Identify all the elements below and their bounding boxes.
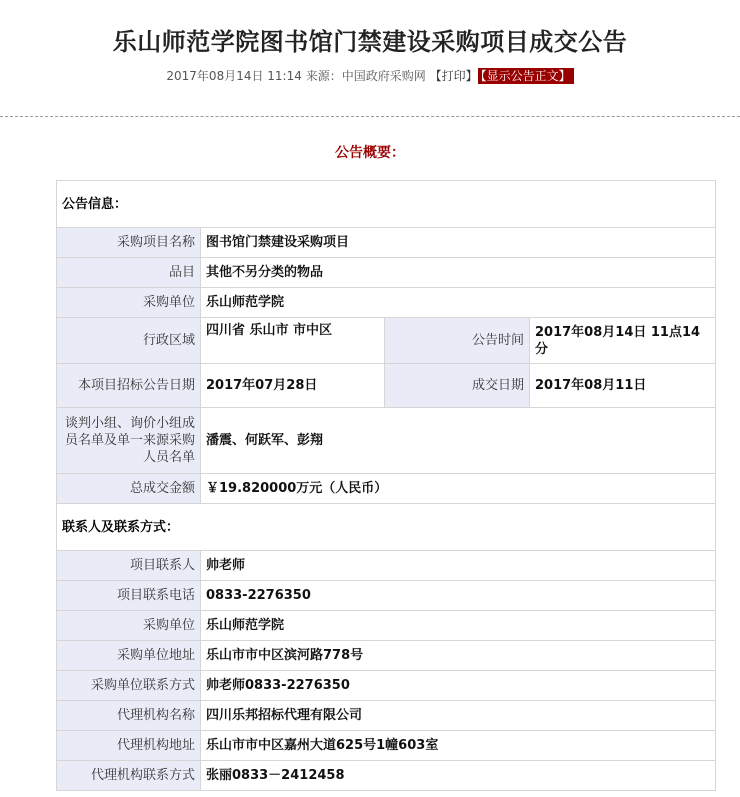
table-row: [57, 318, 716, 364]
contact-phone-value: 0833-2276350: [201, 581, 716, 611]
table-row: [57, 641, 716, 671]
buyer-value: 乐山师范学院: [201, 288, 716, 318]
meta-line: [0, 67, 740, 84]
table-row: [57, 228, 716, 258]
contact-phone-label: 项目联系电话: [57, 581, 201, 611]
page-title: 乐山师范学院图书馆门禁建设采购项目成交公告: [112, 28, 628, 56]
table-row: [57, 761, 716, 791]
contact-value: 帅老师: [201, 551, 716, 581]
deal-date-value: 2017年08月11日: [530, 364, 716, 408]
agency-address-label: 代理机构地址: [57, 731, 201, 761]
table-row: [57, 671, 716, 701]
category-label: 品目: [57, 258, 201, 288]
buyer-address-label: 采购单位地址: [57, 641, 201, 671]
table-row: [57, 258, 716, 288]
contacts-heading-row: [57, 504, 716, 551]
total-value: ￥19.820000万元（人民币）: [201, 474, 716, 504]
table-row: [57, 364, 716, 408]
table-row: [57, 551, 716, 581]
show-body-button[interactable]: 【显示公告正文】: [478, 68, 574, 84]
summary-title: 公告概要：: [335, 145, 405, 161]
contact-buyer-value: 乐山师范学院: [201, 611, 716, 641]
panel-label: 谈判小组、询价小组成员名单及单一来源采购人员名单: [57, 408, 201, 474]
table-row: [57, 474, 716, 504]
contact-buyer-label: 采购单位: [57, 611, 201, 641]
table-row: [57, 408, 716, 474]
bid-date-value: 2017年07月28日: [201, 364, 385, 408]
panel-value: 潘震、何跃军、彭翔: [201, 408, 716, 474]
announce-time-label: 公告时间: [385, 318, 530, 364]
contact-label: 项目联系人: [57, 551, 201, 581]
notice-table: [56, 180, 716, 791]
agency-contact-label: 代理机构联系方式: [57, 761, 201, 791]
table-row: [57, 611, 716, 641]
table-row: [57, 288, 716, 318]
table-row: [57, 701, 716, 731]
total-label: 总成交金额: [57, 474, 201, 504]
agency-contact-value: 张丽0833－2412458: [201, 761, 716, 791]
buyer-label: 采购单位: [57, 288, 201, 318]
buyer-contact-value: 帅老师0833-2276350: [201, 671, 716, 701]
deal-date-label: 成交日期: [385, 364, 530, 408]
agency-name-label: 代理机构名称: [57, 701, 201, 731]
region-value: 四川省 乐山市 市中区: [201, 318, 385, 364]
category-value: 其他不另分类的物品: [201, 258, 716, 288]
table-row: [57, 731, 716, 761]
print-link[interactable]: 【打印】: [429, 69, 478, 83]
source-label: 来源：: [305, 69, 342, 83]
agency-name-value: 四川乐邦招标代理有限公司: [201, 701, 716, 731]
table-row: [57, 581, 716, 611]
agency-address-value: 乐山市市中区嘉州大道625号1幢603室: [201, 731, 716, 761]
notice-info-heading: 公告信息：: [57, 181, 716, 228]
notice-info-heading-row: [57, 181, 716, 228]
contacts-heading: 联系人及联系方式：: [57, 504, 716, 551]
buyer-address-value: 乐山市市中区滨河路778号: [201, 641, 716, 671]
bid-date-label: 本项目招标公告日期: [57, 364, 201, 408]
announce-time-value: 2017年08月14日 11点14分: [530, 318, 716, 364]
project-name-value: 图书馆门禁建设采购项目: [201, 228, 716, 258]
dashed-divider: [0, 116, 740, 117]
buyer-contact-label: 采购单位联系方式: [57, 671, 201, 701]
region-label: 行政区域: [57, 318, 201, 364]
publish-date: 2017年08月14日 11:14: [166, 69, 302, 83]
source-name: 中国政府采购网: [341, 69, 426, 83]
project-name-label: 采购项目名称: [57, 228, 201, 258]
